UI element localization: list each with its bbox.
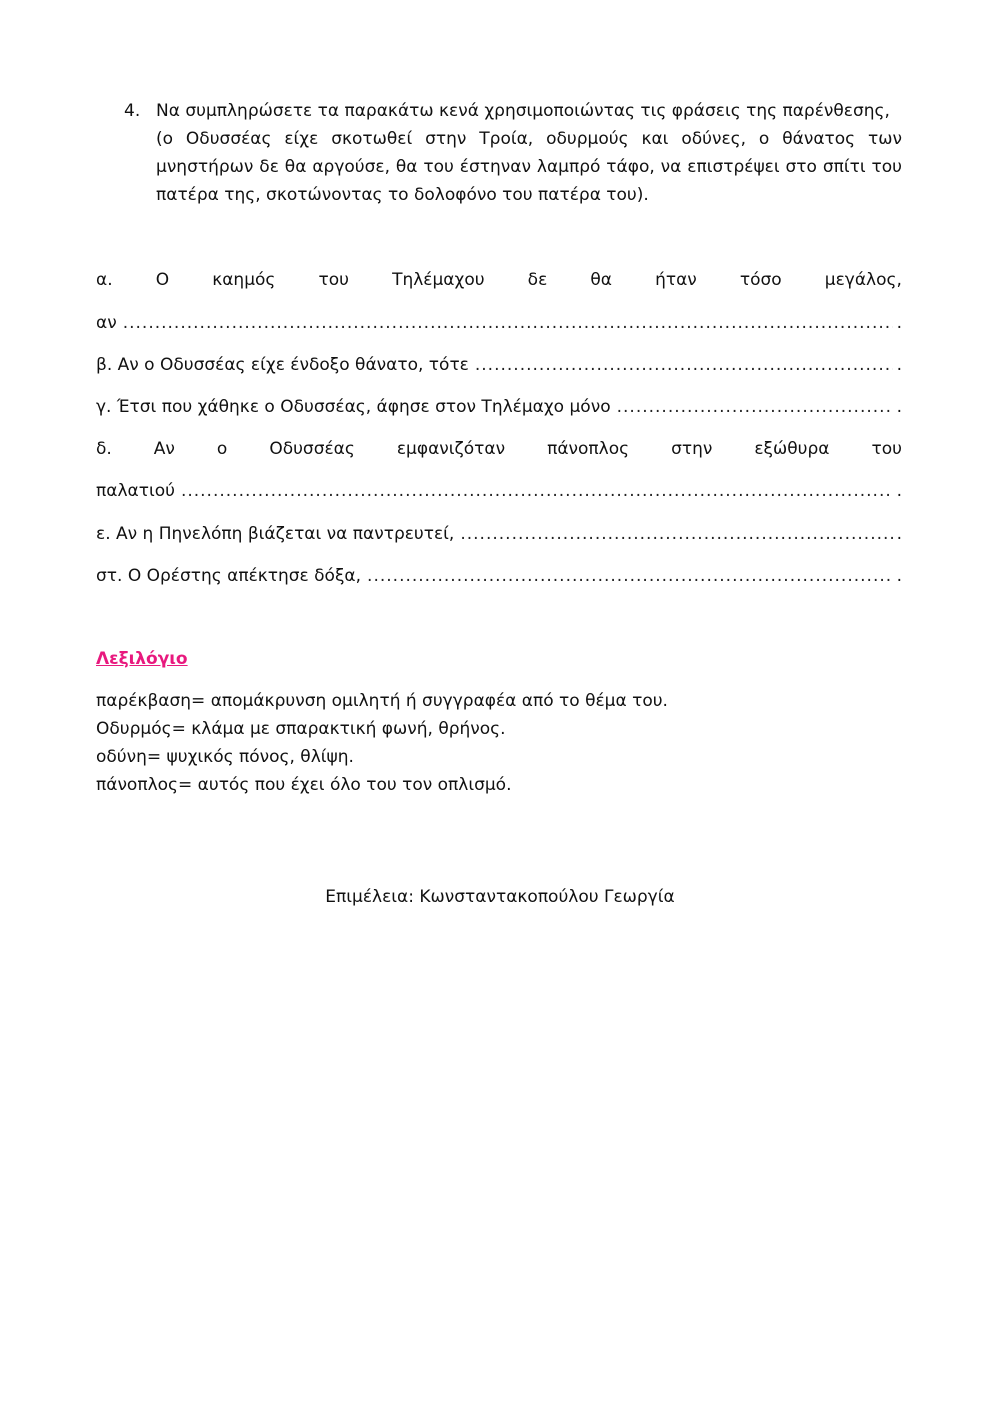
sentence-d-blank[interactable] bbox=[96, 477, 902, 505]
sentence-d-word: ο bbox=[216, 439, 228, 459]
sentence-a-word: μεγάλος, bbox=[824, 270, 902, 290]
sentence-a-word: Ο bbox=[155, 270, 170, 290]
sentence-a bbox=[96, 266, 902, 294]
sentence-b[interactable] bbox=[96, 351, 902, 379]
fill-in-blank[interactable] bbox=[367, 562, 893, 590]
sentence-d-word: Οδυσσέας bbox=[269, 439, 355, 459]
end-mark: . bbox=[896, 313, 902, 333]
sentence-c-text: γ. Έτσι που χάθηκε ο Οδυσσέας, άφησε στον Τηλέμαχο μόνο bbox=[96, 397, 611, 417]
sentence-b-text: β. Αν ο Οδυσσέας είχε ένδοξο θάνατο, τότε bbox=[96, 355, 469, 375]
sentence-f[interactable] bbox=[96, 562, 902, 590]
end-mark: . bbox=[896, 481, 902, 501]
vocabulary-entry: Οδυρμός= κλάμα με σπαρακτική φωνή, θρήνος. bbox=[96, 719, 506, 739]
fill-in-blank[interactable] bbox=[460, 520, 892, 548]
sentence-a-word: δε bbox=[527, 270, 548, 290]
sentence-d-word: στην bbox=[671, 439, 713, 459]
fill-in-blank[interactable] bbox=[123, 309, 893, 337]
vocabulary-entry: οδύνη= ψυχικός πόνος, θλίψη. bbox=[96, 747, 354, 767]
sentence-d-word: του bbox=[871, 439, 902, 459]
end-mark: . bbox=[896, 397, 902, 417]
sentence-d-word: Αν bbox=[153, 439, 175, 459]
vocabulary-entry: πάνοπλος= αυτός που έχει όλο του τον οπλισμό. bbox=[96, 775, 512, 795]
question-4 bbox=[124, 97, 902, 209]
end-mark: . bbox=[896, 355, 902, 375]
question-number: 4. bbox=[124, 101, 141, 121]
sentence-d-word: δ. bbox=[96, 439, 112, 459]
sentence-c[interactable] bbox=[96, 393, 902, 421]
sentence-f-text: στ. Ο Ορέστης απέκτησε δόξα, bbox=[96, 566, 362, 586]
end-mark: . bbox=[896, 566, 902, 586]
question-instruction: Να συμπληρώσετε τα παρακάτω κενά χρησιμοποιώντας τις φράσεις της παρένθεσης, bbox=[156, 101, 890, 121]
sentence-d-word: πάνοπλος bbox=[547, 439, 630, 459]
sentence-e-text: ε. Αν η Πηνελόπη βιάζεται να παντρευτεί, bbox=[96, 524, 455, 544]
sentence-a-word: Τηλέμαχου bbox=[392, 270, 485, 290]
vocabulary-entry: παρέκβαση= απομάκρυνση ομιλητή ή συγγραφέα από το θέμα του. bbox=[96, 691, 668, 711]
sentence-a-word: θα bbox=[590, 270, 612, 290]
sentence-a-word: του bbox=[318, 270, 349, 290]
vocabulary-title: Λεξιλόγιο bbox=[96, 649, 188, 669]
sentence-a-continuation: αν bbox=[96, 313, 117, 333]
sentence-a-word: α. bbox=[96, 270, 113, 290]
sentence-a-blank[interactable] bbox=[96, 309, 902, 337]
fill-in-blank[interactable] bbox=[475, 351, 893, 379]
fill-in-blank[interactable] bbox=[617, 393, 893, 421]
sentence-a-word: ήταν bbox=[655, 270, 697, 290]
sentence-d-word: εξώθυρα bbox=[754, 439, 830, 459]
sentence-a-word: καημός bbox=[212, 270, 276, 290]
sentence-e[interactable] bbox=[96, 520, 902, 548]
author-credit: Επιμέλεια: Κωνσταντακοπούλου Γεωργία bbox=[325, 887, 675, 907]
sentence-d bbox=[96, 435, 902, 463]
sentence-a-word: τόσο bbox=[739, 270, 782, 290]
vocabulary-list bbox=[96, 687, 668, 799]
end-mark: . bbox=[896, 524, 902, 544]
sentence-d-word: εμφανιζόταν bbox=[396, 439, 506, 459]
sentence-d-continuation: παλατιού bbox=[96, 481, 175, 501]
question-phrases: (ο Οδυσσέας είχε σκοτωθεί στην Τροία, οδυρμούς και οδύνες, ο θάνατος των μνηστήρων δε θα αργούσε, θα του έστηναν λαμπρό τάφο, να επιστρέψει στο σπίτι του πατέρα της, σκοτώνοντας το δολοφόνο του πατέρα του). bbox=[156, 129, 902, 205]
fill-in-blank[interactable] bbox=[181, 477, 893, 505]
